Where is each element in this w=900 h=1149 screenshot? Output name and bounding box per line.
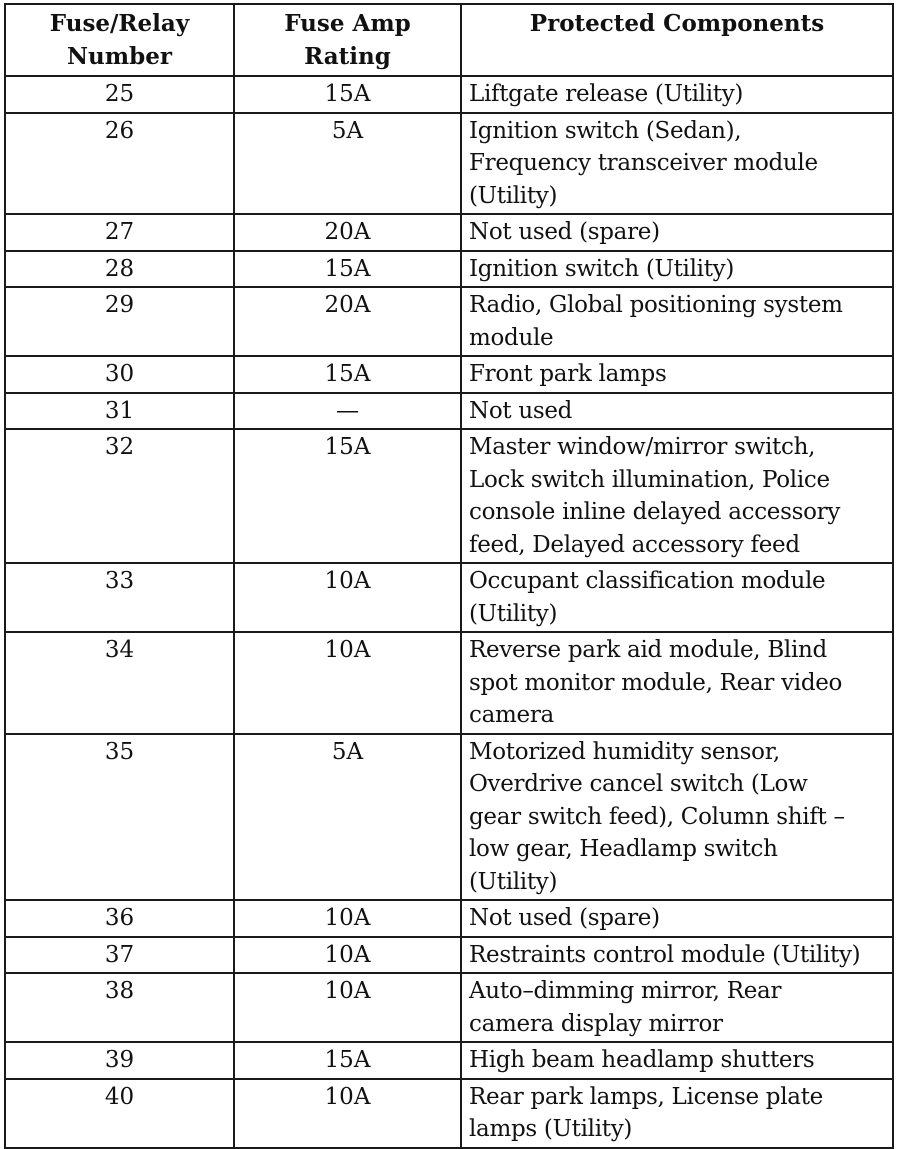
protected-components-cell	[461, 1079, 893, 1148]
component-line: Ignition switch (Sedan),	[469, 117, 742, 144]
fuse-number-cell: 29	[5, 287, 234, 356]
fuse-amp-cell: 15A	[234, 429, 461, 563]
fuse-number-cell: 36	[5, 900, 234, 937]
table-body	[5, 76, 893, 1148]
fuse-table	[4, 3, 894, 1149]
fuse-number-cell: 33	[5, 563, 234, 632]
header-fuse-number-line1: Fuse/Relay	[49, 10, 190, 37]
table-header	[5, 4, 893, 76]
protected-components-cell	[461, 1042, 893, 1079]
fuse-amp-cell: 15A	[234, 356, 461, 393]
header-protected-components-label: Protected Components	[529, 10, 825, 37]
protected-components-cell	[461, 76, 893, 113]
protected-components-cell	[461, 251, 893, 288]
fuse-number-cell: 34	[5, 632, 234, 734]
fuse-number-cell: 30	[5, 356, 234, 393]
protected-components-cell	[461, 563, 893, 632]
table-row	[5, 563, 893, 632]
component-line: Frequency transceiver module	[469, 150, 818, 176]
table-row	[5, 900, 893, 937]
protected-components-cell	[461, 393, 893, 430]
table-row	[5, 214, 893, 251]
component-line: Lock switch illumination, Police	[469, 466, 830, 493]
fuse-number-cell: 40	[5, 1079, 234, 1148]
protected-components-cell	[461, 973, 893, 1042]
component-line: Overdrive cancel switch (Low	[469, 771, 808, 797]
component-line: Front park lamps	[469, 361, 667, 387]
protected-components-cell	[461, 113, 893, 215]
table-row	[5, 1042, 893, 1079]
table-row	[5, 393, 893, 430]
table-row	[5, 973, 893, 1042]
protected-components-cell	[461, 214, 893, 251]
header-fuse-amp	[234, 4, 461, 76]
protected-components-cell	[461, 937, 893, 974]
fuse-number-cell: 35	[5, 734, 234, 901]
fuse-number-cell: 27	[5, 214, 234, 251]
fuse-amp-cell: 15A	[234, 76, 461, 113]
protected-components-cell	[461, 356, 893, 393]
fuse-number-cell: 32	[5, 429, 234, 563]
component-line: Ignition switch (Utility)	[469, 255, 735, 282]
component-line: (Utility)	[469, 182, 558, 209]
fuse-amp-cell: —	[234, 393, 461, 430]
header-protected-components	[461, 4, 893, 76]
fuse-amp-cell: 5A	[234, 113, 461, 215]
table-row	[5, 632, 893, 734]
component-line: Not used (spare)	[469, 905, 660, 931]
component-line: low gear, Headlamp switch	[469, 836, 778, 862]
fuse-amp-cell: 5A	[234, 734, 461, 901]
header-row	[5, 4, 893, 76]
fuse-number-cell: 26	[5, 113, 234, 215]
fuse-number-cell: 31	[5, 393, 234, 430]
header-fuse-number	[5, 4, 234, 76]
fuse-amp-cell: 10A	[234, 632, 461, 734]
table-row	[5, 937, 893, 974]
fuse-amp-cell: 20A	[234, 287, 461, 356]
fuse-number-cell: 25	[5, 76, 234, 113]
component-line: Auto–dimming mirror, Rear	[469, 978, 782, 1004]
component-line: feed, Delayed accessory feed	[469, 531, 800, 558]
component-line: gear switch feed), Column shift –	[469, 803, 845, 830]
table-row	[5, 287, 893, 356]
header-fuse-amp-line1: Fuse Amp	[284, 10, 411, 37]
component-line: Occupant classification module	[469, 568, 826, 594]
component-line: Liftgate release (Utility)	[469, 81, 744, 107]
table-row	[5, 76, 893, 113]
protected-components-cell	[461, 900, 893, 937]
component-line: lamps (Utility)	[469, 1116, 633, 1142]
component-line: camera display mirror	[469, 1010, 723, 1037]
header-fuse-amp-line2: Rating	[304, 43, 391, 70]
component-line: Rear park lamps, License plate	[469, 1083, 823, 1110]
fuse-amp-cell: 10A	[234, 1079, 461, 1148]
component-line: module	[469, 324, 554, 351]
component-line: Radio, Global positioning system	[469, 292, 843, 318]
table-row	[5, 251, 893, 288]
fuse-number-cell: 28	[5, 251, 234, 288]
table-row	[5, 356, 893, 393]
component-line: Motorized humidity sensor,	[469, 738, 780, 765]
protected-components-cell	[461, 287, 893, 356]
fuse-amp-cell: 10A	[234, 563, 461, 632]
component-line: camera	[469, 702, 554, 728]
fuse-amp-cell: 15A	[234, 1042, 461, 1079]
component-line: Not used	[469, 397, 573, 424]
fuse-number-cell: 38	[5, 973, 234, 1042]
table-row	[5, 113, 893, 215]
component-line: Reverse park aid module, Blind	[469, 637, 827, 663]
component-line: Restraints control module (Utility)	[469, 941, 861, 968]
protected-components-cell	[461, 632, 893, 734]
fuse-amp-cell: 10A	[234, 937, 461, 974]
protected-components-cell	[461, 734, 893, 901]
fuse-amp-cell: 20A	[234, 214, 461, 251]
component-line: Master window/mirror switch,	[469, 434, 816, 460]
fuse-number-cell: 39	[5, 1042, 234, 1079]
component-line: High beam headlamp shutters	[469, 1047, 815, 1073]
fuse-amp-cell: 10A	[234, 973, 461, 1042]
component-line: (Utility)	[469, 868, 558, 895]
component-line: (Utility)	[469, 600, 558, 627]
component-line: Not used (spare)	[469, 219, 660, 245]
component-line: spot monitor module, Rear video	[469, 669, 843, 696]
table-row	[5, 1079, 893, 1148]
header-fuse-number-line2: Number	[67, 43, 172, 70]
component-line: console inline delayed accessory	[469, 499, 841, 525]
fuse-amp-cell: 15A	[234, 251, 461, 288]
table-row	[5, 734, 893, 901]
fuse-number-cell: 37	[5, 937, 234, 974]
table-row	[5, 429, 893, 563]
fuse-amp-cell: 10A	[234, 900, 461, 937]
protected-components-cell	[461, 429, 893, 563]
